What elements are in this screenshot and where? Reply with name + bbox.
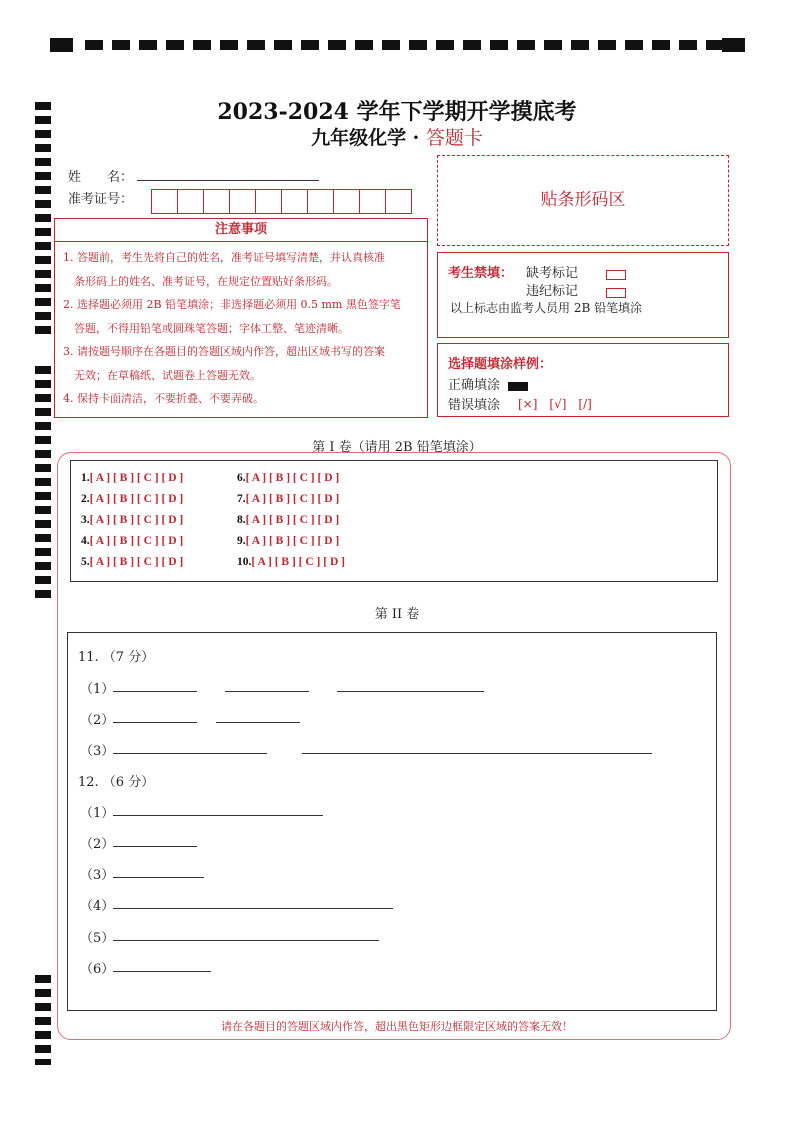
name-label: 姓 名：	[68, 170, 134, 185]
id-cell[interactable]	[281, 189, 308, 214]
mc-number: 9.	[237, 535, 246, 547]
id-cell[interactable]	[359, 189, 386, 214]
mc-options[interactable]: [ A ] [ B ] [ C ] [ D ]	[245, 514, 340, 526]
mc-number: 10.	[237, 556, 252, 568]
wrong-fill-label: 错误填涂	[448, 398, 501, 413]
mc-options[interactable]: [ A ] [ B ] [ C ] [ D ]	[245, 535, 340, 547]
answer-blank[interactable]	[302, 753, 652, 754]
correct-fill-label: 正确填涂	[448, 378, 501, 393]
q11-sub-label: （1）	[80, 682, 115, 697]
notice-item: 1. 答题前，考生先将自己的姓名，准考证号填写清楚，并认真核准	[63, 251, 385, 264]
mc-number: 7.	[237, 493, 246, 505]
mc-number: 4.	[81, 535, 90, 547]
notice-box	[54, 218, 428, 418]
answer-blank[interactable]	[113, 877, 204, 878]
answer-blank[interactable]	[113, 753, 267, 754]
name-field[interactable]	[137, 180, 319, 181]
answer-blank[interactable]	[216, 722, 300, 723]
mc-question[interactable]	[81, 468, 183, 489]
part2-title: 第 II 卷	[374, 607, 420, 622]
mc-question[interactable]	[81, 552, 183, 573]
q12-sub-label: （2）	[80, 837, 115, 852]
id-label: 准考证号：	[68, 192, 134, 207]
fill-sample-box	[437, 343, 729, 417]
absent-mark-label: 缺考标记	[526, 266, 579, 281]
mc-options[interactable]: [ A ] [ B ] [ C ] [ D ]	[89, 556, 184, 568]
mc-number: 2.	[81, 493, 90, 505]
notice-item: 答题，不得用铅笔或圆珠笔答题；字体工整、笔迹清晰。	[63, 321, 349, 335]
answer-blank[interactable]	[113, 691, 197, 692]
mc-number: 8.	[237, 514, 246, 526]
q12-sub-label: （1）	[80, 806, 115, 821]
wrong-fill-marks: [×] [√] [/]	[518, 397, 592, 411]
q11-sub-label: （2）	[80, 713, 115, 728]
mc-options[interactable]: [ A ] [ B ] [ C ] [ D ]	[89, 535, 184, 547]
written-answer-box	[67, 632, 717, 1011]
mc-question[interactable]	[237, 510, 345, 531]
mc-question[interactable]	[237, 489, 345, 510]
answer-blank[interactable]	[113, 940, 379, 941]
mc-question[interactable]	[81, 510, 183, 531]
notice-item: 无效；在草稿纸、试题卷上答题无效。	[63, 368, 261, 382]
mc-question[interactable]	[237, 531, 345, 552]
mc-number: 1.	[81, 472, 90, 484]
mc-options[interactable]: [ A ] [ B ] [ C ] [ D ]	[245, 493, 340, 505]
id-cell[interactable]	[333, 189, 360, 214]
q12-sub-label: （4）	[80, 899, 115, 914]
q12-sub-label: （5）	[80, 931, 115, 946]
mc-number: 6.	[237, 472, 246, 484]
footer-warning: 请在各题目的答题区域内作答，超出黑色矩形边框限定区域的答案无效！	[221, 1020, 573, 1033]
question-12-header: 12. （6 分）	[78, 775, 155, 790]
mc-options[interactable]: [ A ] [ B ] [ C ] [ D ]	[89, 472, 184, 484]
question-11-header: 11. （7 分）	[78, 650, 155, 665]
subtitle-main: 九年级化学 ·	[311, 127, 426, 149]
violation-mark-label: 违纪标记	[526, 284, 579, 299]
answer-blank[interactable]	[113, 908, 393, 909]
proctor-only-box	[437, 252, 729, 338]
page-subtitle	[0, 123, 794, 150]
id-cell[interactable]	[255, 189, 282, 214]
mc-number: 5.	[81, 556, 90, 568]
answer-blank[interactable]	[225, 691, 309, 692]
q12-sub-label: （3）	[80, 868, 115, 883]
left-timing-marks-2	[35, 366, 51, 602]
id-cell[interactable]	[229, 189, 256, 214]
mc-question[interactable]	[81, 531, 183, 552]
id-cell[interactable]	[177, 189, 204, 214]
exam-id-boxes[interactable]	[152, 189, 412, 214]
answer-blank[interactable]	[113, 815, 323, 816]
subtitle-accent: 答题卡	[425, 127, 483, 149]
mc-options[interactable]: [ A ] [ B ] [ C ] [ D ]	[245, 472, 340, 484]
answer-blank[interactable]	[113, 971, 211, 972]
id-cell[interactable]	[385, 189, 412, 214]
id-cell[interactable]	[203, 189, 230, 214]
id-cell[interactable]	[151, 189, 178, 214]
notice-item: 4. 保持卡面清洁，不要折叠、不要弄破。	[63, 392, 264, 405]
page-title: 2023-2024 学年下学期开学摸底考	[217, 99, 577, 125]
notice-list	[55, 242, 427, 411]
absent-mark-box[interactable]	[606, 264, 626, 283]
answer-blank[interactable]	[113, 846, 197, 847]
notice-item: 条形码上的姓名、准考证号，在规定位置贴好条形码。	[63, 274, 338, 288]
notice-heading: 注意事项	[55, 219, 427, 242]
top-timing-marks	[50, 38, 745, 52]
mc-number: 3.	[81, 514, 90, 526]
mc-question[interactable]	[237, 552, 345, 573]
barcode-area: 贴条形码区	[437, 155, 729, 246]
mc-options[interactable]: [ A ] [ B ] [ C ] [ D ]	[89, 514, 184, 526]
correct-fill-mark	[508, 376, 528, 395]
notice-item: 2. 选择题必须用 2B 铅笔填涂；非选择题必须用 0.5 mm 黑色签字笔	[63, 298, 401, 311]
answer-blank[interactable]	[113, 722, 197, 723]
part1-title: 第 I 卷（请用 2B 铅笔填涂）	[312, 440, 482, 455]
q11-sub-label: （3）	[80, 744, 115, 759]
forbid-note: 以上标志由监考人员用 2B 铅笔填涂	[450, 301, 643, 315]
forbid-label: 考生禁填：	[448, 266, 514, 281]
mc-options[interactable]: [ A ] [ B ] [ C ] [ D ]	[89, 493, 184, 505]
answer-blank[interactable]	[337, 691, 484, 692]
id-cell[interactable]	[307, 189, 334, 214]
notice-item: 3. 请按题号顺序在各题目的答题区域内作答，超出区域书写的答案	[63, 345, 385, 358]
mc-column-1	[81, 468, 183, 573]
q12-sub-label: （6）	[80, 962, 115, 977]
mc-question[interactable]	[81, 489, 183, 510]
sample-title: 选择题填涂样例：	[448, 357, 553, 372]
mc-column-2	[237, 468, 345, 573]
mc-question[interactable]	[237, 468, 345, 489]
mc-options[interactable]: [ A ] [ B ] [ C ] [ D ]	[251, 556, 345, 568]
